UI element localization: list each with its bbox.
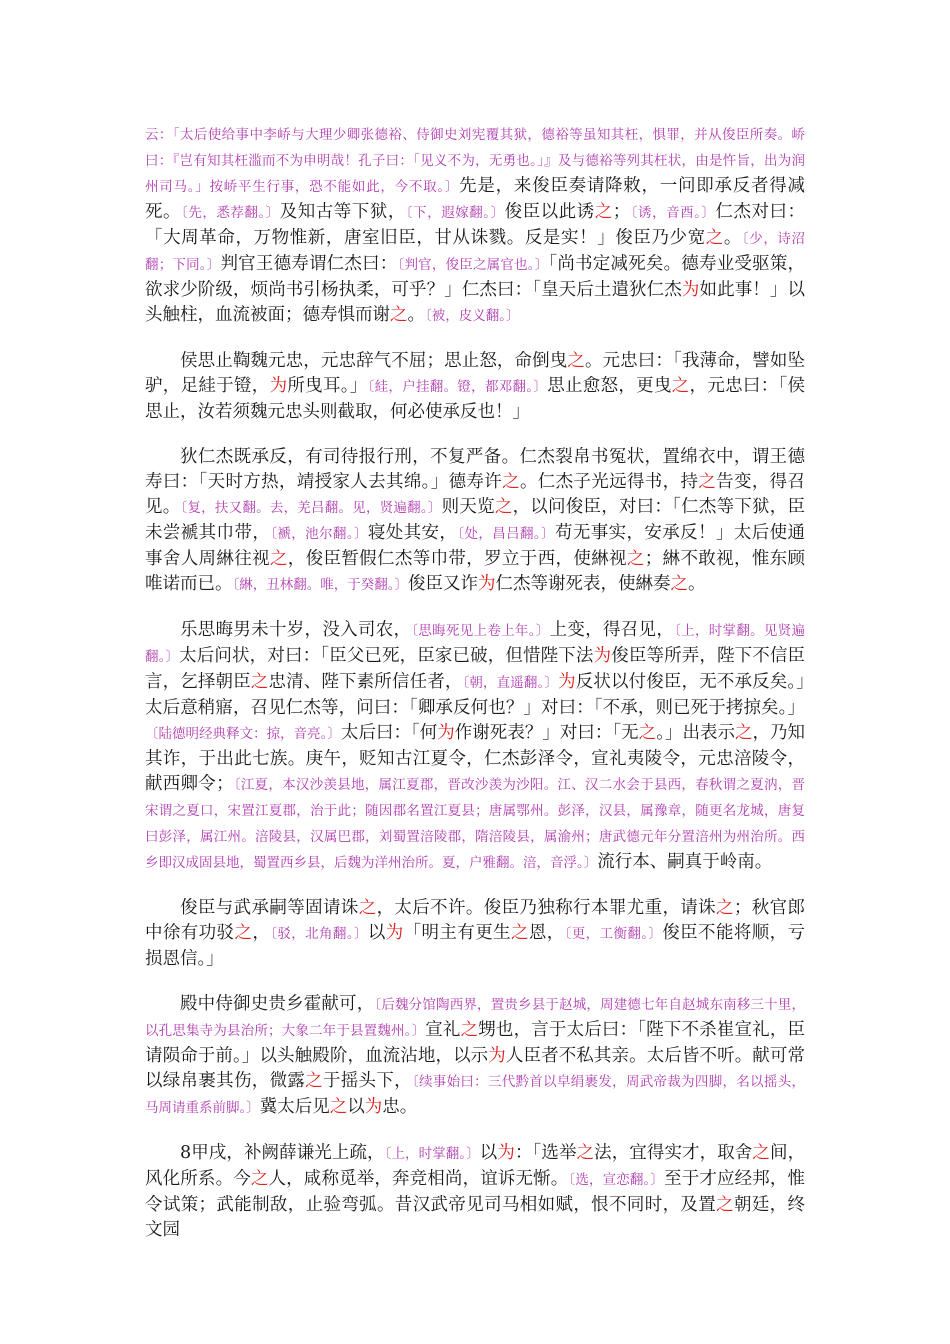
- annotation-note: 云：「太后使给事中李峤与大理少卿张德裕、侍御史刘宪覆其狱，德裕等虽知其枉，惧罪，并从俊臣所奏。峤曰：『岂有知其枉滥而不为申明哉！孔子曰：「见义不为，无勇也。」』及与德裕等列其枉状，由是忤旨，出为润州司马。」按峤平生行事，恐不能如此，今不取。〕: [145, 127, 805, 195]
- body-text: 俊臣与武承嗣等固请诛: [180, 898, 359, 918]
- annotation-note: 〔少，诗沼翻；下同。〕: [145, 231, 806, 273]
- annotation-note: 〔陆德明经典释文：掠，音亮。〕: [145, 726, 341, 742]
- body-text: 告变，得召见。: [145, 472, 806, 517]
- document-body: [145, 122, 805, 1263]
- highlighted-char: 之: [329, 1097, 348, 1117]
- highlighted-char: 之: [269, 549, 288, 569]
- highlighted-char: 之: [716, 1195, 734, 1215]
- annotation-note: 〔后魏分馆陶西界，置贵乡县于赵城，周建德七年自赵城东南移三十里，以孔思集寺为县治所；大象二年于县置魏州。〕: [145, 997, 806, 1039]
- body-text: 以: [347, 1097, 365, 1117]
- body-text: 「明主有更生: [403, 923, 511, 943]
- body-text: 至于才应经邦，惟令试策；武能制敌，止验弯弧。昔汉武帝见司马相如赋，恨不同时，及置: [145, 1169, 806, 1215]
- paragraph: [145, 445, 805, 598]
- highlighted-char: 之: [576, 1143, 595, 1163]
- body-text: ：「选举: [514, 1143, 577, 1163]
- annotation-note: 〔綝，丑林翻。唯，于癸翻。〕: [232, 577, 408, 593]
- body-text: 所曳耳。」: [287, 376, 368, 396]
- paragraph: [145, 1141, 805, 1243]
- annotation-note: 〔絓，户挂翻。镫，都邓翻。〕: [367, 379, 548, 395]
- highlighted-char: 之: [234, 923, 253, 943]
- highlighted-char: 之: [670, 574, 688, 594]
- highlighted-char: 之: [567, 351, 585, 371]
- body-text: ，太后不许。俊臣乃独称行本罪尤重，请诛: [376, 898, 717, 918]
- annotation-note: 〔判官，俊臣之属官也。〕: [397, 257, 549, 273]
- annotation-note: 〔诱，音酉。〕: [630, 205, 716, 221]
- highlighted-char: 之: [250, 672, 269, 692]
- annotation-note: 〔褫，池尔翻。〕: [270, 526, 368, 542]
- body-text: 乐思晦男未十岁，没入司农，: [180, 620, 412, 640]
- body-text: 如此事！」以头触柱，血流被面；德寿惧而谢: [145, 280, 806, 325]
- highlighted-char: 之: [594, 202, 613, 222]
- body-text: 俊臣又诈: [408, 574, 478, 594]
- body-text: ；綝不敢视，惟东顾唯诺而已。: [145, 549, 806, 594]
- highlighted-char: 为: [478, 574, 496, 594]
- body-text: 侯思止鞫魏元忠，元忠辞气不屈；思止怒，命倒曳: [180, 351, 568, 371]
- body-text: 以: [367, 923, 386, 943]
- body-text: 太后曰：「何: [340, 723, 438, 743]
- paragraph: [145, 992, 805, 1121]
- body-text: ，俊臣暂假仁杰等巾带，罗立于西，使綝视: [287, 549, 627, 569]
- highlighted-char: 之: [716, 898, 734, 918]
- annotation-note: 〔续事始曰：三代黔首以皁绢裹发，周武帝裁为四脚，名以摇头，马周请重系前脚。〕: [145, 1074, 806, 1116]
- body-text: 冀太后见: [259, 1097, 330, 1117]
- paragraph: [145, 618, 805, 876]
- body-text: 。元忠曰：「我薄命，譬如坠驴，足絓于镫，: [145, 351, 806, 396]
- body-text: 甥也，言于太后曰：「陛下不杀崔宣礼，臣请陨命于前。」以头触殿阶，血流沾地，以示: [145, 1020, 806, 1066]
- body-text: 「尚书定减死矣。德寿业受驱策，欲求少阶级，烦尚书引杨执柔，可乎？」仁杰曰：「皇天后土遣狄仁杰: [145, 254, 806, 300]
- body-text: ；: [612, 202, 631, 222]
- annotation-note: 〔江夏，本汉沙羡县地，属江夏郡，晋改沙羡为沙阳。江、汉二水会于县西，春秋谓之夏汭，晋宋谓之夏口，宋置江夏郡，治于此；随因郡名置江夏县；唐属鄂州。彭泽，汉县，属豫章，随更名龙城，唐复曰彭泽，属江州。涪陵县，汉属巴郡，刘蜀置涪陵郡，隋涪陵县，属渝州；唐武德元年分置涪州为州治所。西乡即汉成固县地，蜀置西乡县，后魏为洋州治所。夏，户雅翻。涪，音浮。〕: [145, 777, 806, 871]
- body-text: 。仁杰子光远得书，持: [519, 472, 699, 492]
- body-text: 俊臣以此诱: [504, 202, 595, 222]
- body-text: ；秋官郎中徐有功驳: [145, 898, 806, 943]
- body-text: 以: [479, 1143, 498, 1163]
- highlighted-char: 为: [269, 376, 288, 396]
- highlighted-char: 之: [638, 723, 657, 743]
- annotation-note: 〔复，扶又翻。去，羌吕翻。见，贤遍翻。〕: [180, 500, 442, 516]
- highlighted-char: 为: [437, 723, 455, 743]
- body-text: 8甲戌，补阙薛谦光上疏，: [180, 1143, 385, 1163]
- body-text: 太后问状，对曰：「臣父已死，臣家已破，但惜陛下法: [179, 646, 594, 666]
- body-text: 寝处其安，: [367, 523, 458, 543]
- body-text: 法，宜得实才，取舍: [594, 1143, 753, 1163]
- highlighted-char: 为: [497, 1143, 515, 1163]
- body-text: ，以问俊臣，对曰：「仁杰等下狱，臣未尝褫其巾带，: [145, 497, 806, 543]
- annotation-note: 〔更，工衡翻。〕: [564, 926, 663, 942]
- annotation-note: 〔下，遐嫁翻。〕: [405, 205, 505, 221]
- body-text: 作谢死表？」对曰：「无: [454, 723, 639, 743]
- body-text: 忠。: [382, 1097, 418, 1117]
- highlighted-char: 之: [735, 723, 753, 743]
- body-text: 判官王德寿谓仁杰曰：: [220, 254, 398, 274]
- body-text: 苟无事实，安承反！」太后使通事舍人周綝往视: [145, 523, 806, 569]
- highlighted-char: 之: [671, 376, 690, 396]
- body-text: 俊臣等所弄，陛下不信臣言，乞择朝臣: [145, 646, 806, 692]
- annotation-note: 〔上，时掌翻。〕: [384, 1146, 480, 1162]
- body-text: 朝廷，终文园: [145, 1195, 806, 1240]
- body-text: 恩，: [528, 923, 565, 943]
- annotation-note: 〔驳，北角翻。〕: [270, 926, 368, 942]
- body-text: 忠清、陛下素所信任者，: [268, 672, 463, 692]
- highlighted-char: 之: [502, 472, 520, 492]
- body-text: 狄仁杰既承反，有司待报行刑，不复严备。仁杰裂帛书冤状，置绵衣中，谓王德寿曰：「天时方热，靖授家人去其绵。」德寿许: [145, 447, 805, 492]
- highlighted-char: 之: [250, 1169, 269, 1189]
- body-text: 仁杰等谢死表，使綝奏: [495, 574, 671, 594]
- highlighted-char: 之: [752, 1143, 770, 1163]
- highlighted-char: 之: [626, 549, 645, 569]
- body-text: 殿中侍御史贵乡霍献可，: [180, 994, 375, 1014]
- body-text: 人，咸称觅举，奔竞相尚，谊诉无惭。: [268, 1169, 569, 1189]
- highlighted-char: 之: [705, 228, 724, 248]
- body-text: 反状以付俊臣，无不承反矣。」太后意稍寤，召见仁杰等，问曰：「卿承反何也？」对曰：「不承，则已死于拷掠矣。」: [145, 672, 806, 718]
- highlighted-char: 之: [460, 1020, 479, 1040]
- annotation-note: 〔先，悉荐翻。〕: [181, 205, 280, 221]
- highlighted-char: 为: [385, 923, 404, 943]
- body-text: 上变，得召见，: [549, 620, 675, 640]
- body-text: 。: [688, 574, 706, 594]
- highlighted-char: 之: [494, 497, 513, 517]
- body-text: 。」出表示: [656, 723, 735, 743]
- annotation-note: 〔选，宣恋翻。〕: [568, 1172, 665, 1188]
- highlighted-char: 之: [305, 1071, 323, 1091]
- body-text: 思止愈怒，更曳: [547, 376, 672, 396]
- annotation-note: 〔上，时掌翻。见贤遍翻。〕: [145, 623, 806, 665]
- body-text: 于摇头下，: [322, 1071, 412, 1091]
- annotation-note: 〔处，昌吕翻。〕: [457, 526, 555, 542]
- highlighted-char: 为: [681, 280, 700, 300]
- body-text: 间，风化所系。今: [145, 1143, 806, 1189]
- body-text: 先是，来俊臣奏请降敕，一问即承反者得减死。: [145, 176, 805, 222]
- body-text: ，乃知其诈，于出此七族。庚午，贬知古江夏令，仁杰彭泽令，宣礼夷陵令，元忠涪陵令，献西卿令；: [145, 723, 806, 794]
- body-text: 仁杰对曰：「大周革命，万物惟新，唐室旧臣，甘从诛戮。反是实！」俊臣乃少宽: [145, 202, 806, 248]
- highlighted-char: 之: [698, 472, 717, 492]
- highlighted-char: 之: [510, 923, 529, 943]
- highlighted-char: 之: [390, 305, 408, 325]
- highlighted-char: 之: [358, 898, 377, 918]
- body-text: 。: [407, 305, 425, 325]
- annotation-note: 〔被，皮义翻。〕: [425, 308, 520, 324]
- body-text: 流行本、嗣真于岭南。: [597, 852, 773, 872]
- highlighted-char: 为: [364, 1097, 383, 1117]
- body-text: 。: [723, 228, 742, 248]
- annotation-note: 〔思晦死见上卷上年。〕: [411, 623, 550, 639]
- body-text: 俊臣不能将顺，亏损恩信。」: [145, 923, 806, 969]
- highlighted-char: 为: [488, 1046, 506, 1066]
- body-text: 人臣者不私其亲。太后皆不听。献可常以绿帛裹其伤，微露: [145, 1046, 806, 1091]
- body-text: 宣礼: [425, 1020, 461, 1040]
- paragraph: [145, 122, 805, 329]
- paragraph: [145, 896, 805, 972]
- body-text: 则天览: [441, 497, 495, 517]
- paragraph: [145, 349, 805, 425]
- highlighted-char: 为: [558, 672, 576, 692]
- highlighted-char: 为: [593, 646, 612, 666]
- body-text: 及知古等下狱，: [279, 202, 406, 222]
- body-text: ，元忠曰：「侯思止，汝若须魏元忠头则截取，何必使承反也！」: [145, 376, 806, 422]
- body-text: ，: [252, 923, 271, 943]
- annotation-note: 〔朝，直遥翻。〕: [462, 675, 559, 691]
